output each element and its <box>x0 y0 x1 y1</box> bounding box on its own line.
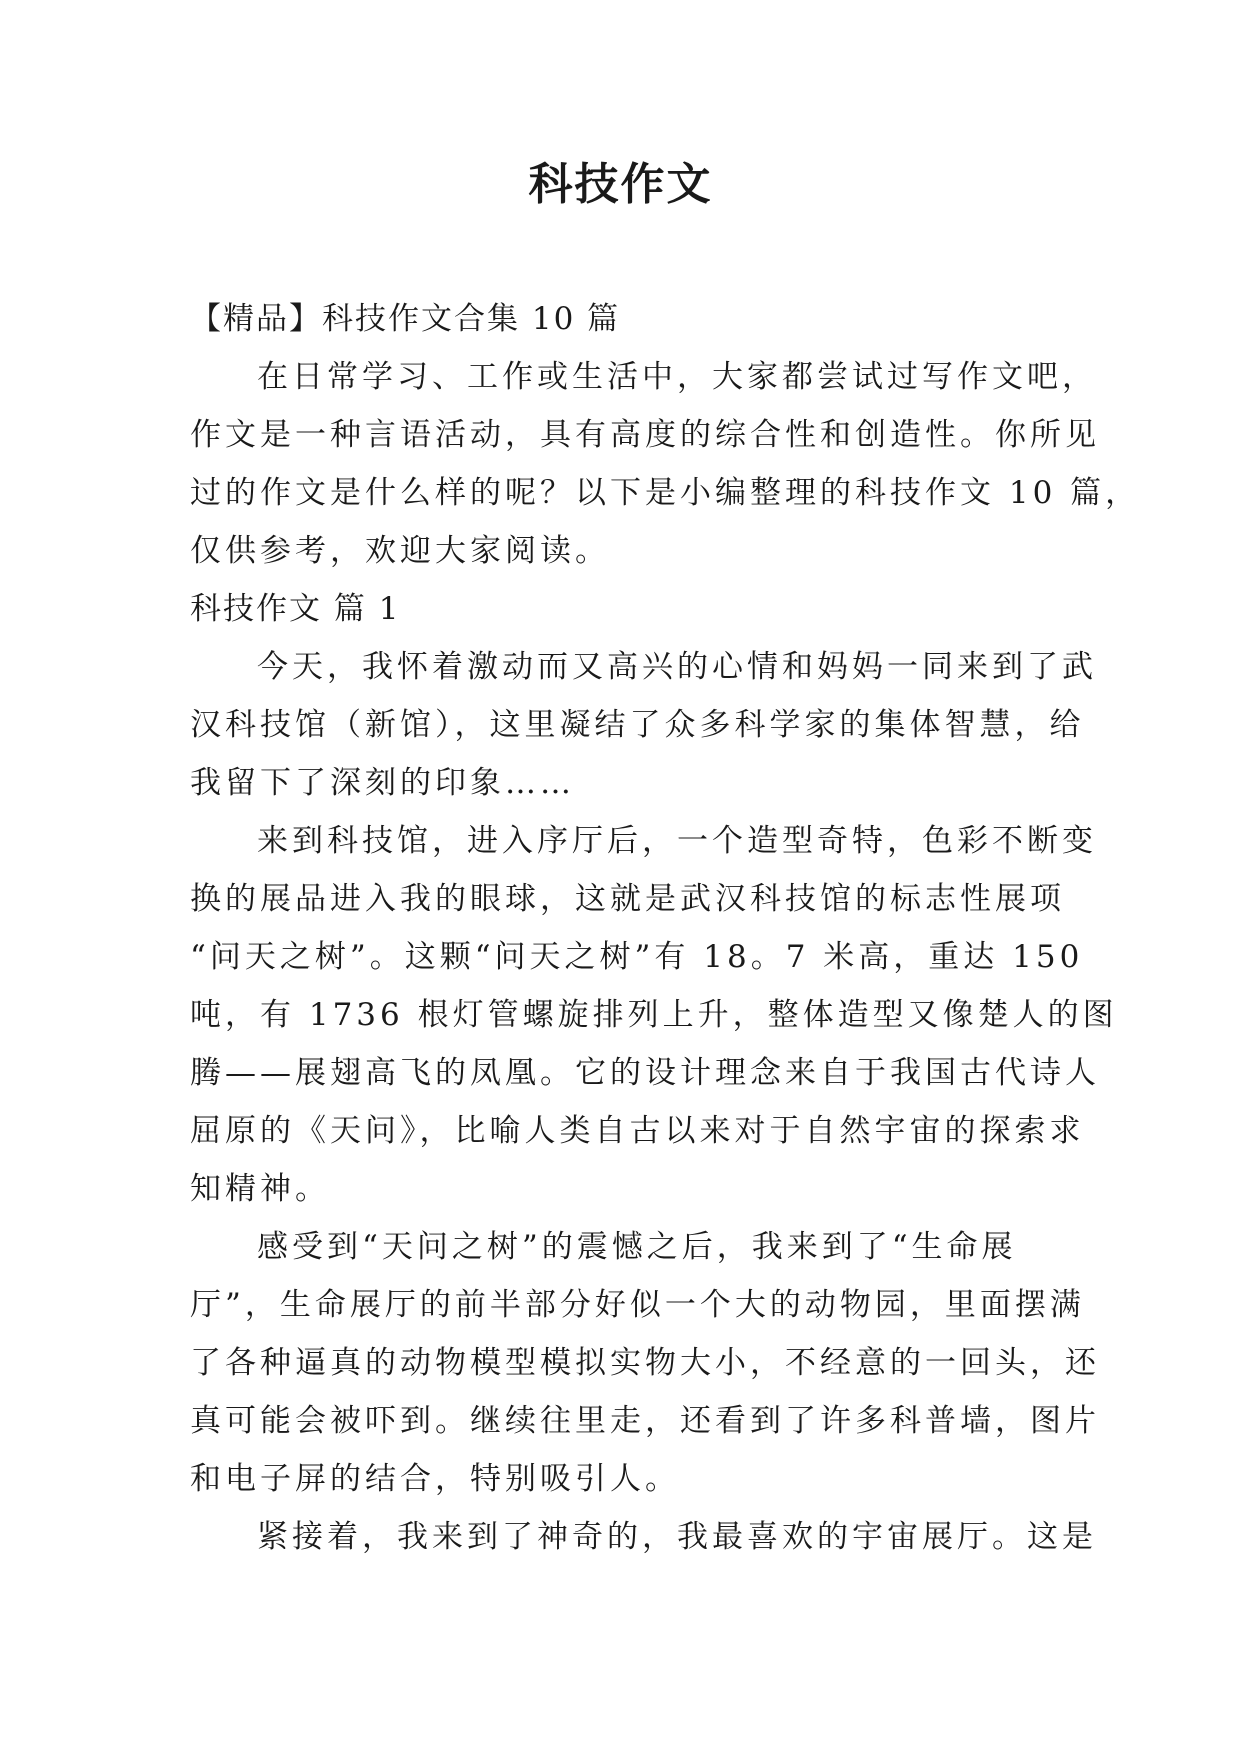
document-body <box>190 290 1141 1566</box>
document-title: 科技作文 <box>528 159 713 210</box>
paragraph-line: 汉科技馆（新馆），这里凝结了众多科学家的集体智慧，给 <box>190 707 1085 743</box>
intro-line: 作文是一种言语活动，具有高度的综合性和创造性。你所见 <box>190 417 1100 453</box>
paragraph-line: 屈原的《天问》，比喻人类自古以来对于自然宇宙的探索求 <box>190 1113 1085 1149</box>
body-paragraph-1 <box>190 638 1097 812</box>
paragraph-line: 吨，有 1736 根灯管螺旋排列上升，整体造型又像楚人的图 <box>190 997 1118 1033</box>
section-heading: 科技作文 篇 1 <box>190 591 401 627</box>
intro-line: 过的作文是什么样的呢？以下是小编整理的科技作文 10 篇， <box>190 475 1141 511</box>
paragraph-line: 今天，我怀着激动而又高兴的心情和妈妈一同来到了武 <box>257 649 1097 685</box>
intro-line: 仅供参考，欢迎大家阅读。 <box>190 533 610 569</box>
paragraph-line: 真可能会被吓到。继续往里走，还看到了许多科普墙，图片 <box>190 1403 1100 1439</box>
paragraph-line: 了各种逼真的动物模型模拟实物大小，不经意的一回头，还 <box>190 1345 1100 1381</box>
paragraph-line: 厅”，生命展厅的前半部分好似一个大的动物园，里面摆满 <box>190 1287 1085 1323</box>
paragraph-line: 感受到“天问之树”的震憾之后，我来到了“生命展 <box>257 1229 1017 1265</box>
paragraph-line: 紧接着，我来到了神奇的，我最喜欢的宇宙展厅。这是 <box>257 1519 1097 1555</box>
paragraph-line: 来到科技馆，进入序厅后，一个造型奇特，色彩不断变 <box>257 823 1097 859</box>
paragraph-line: 和电子屏的结合，特别吸引人。 <box>190 1461 680 1497</box>
collection-subtitle: 【精品】科技作文合集 10 篇 <box>190 301 621 337</box>
paragraph-line: “问天之树”。这颗“问天之树”有 18。7 米高，重达 150 <box>190 939 1084 975</box>
paragraph-line: 我留下了深刻的印象…… <box>190 765 575 801</box>
body-paragraph-2 <box>190 812 1118 1218</box>
paragraph-line: 换的展品进入我的眼球，这就是武汉科技馆的标志性展项 <box>190 881 1065 917</box>
paragraph-line: 腾——展翅高飞的凤凰。它的设计理念来自于我国古代诗人 <box>190 1055 1100 1091</box>
body-paragraph-4 <box>190 1508 1097 1566</box>
intro-paragraph <box>190 348 1141 580</box>
body-paragraph-3 <box>190 1218 1100 1508</box>
paragraph-line: 知精神。 <box>190 1171 330 1207</box>
intro-line: 在日常学习、工作或生活中，大家都尝试过写作文吧， <box>257 359 1097 395</box>
